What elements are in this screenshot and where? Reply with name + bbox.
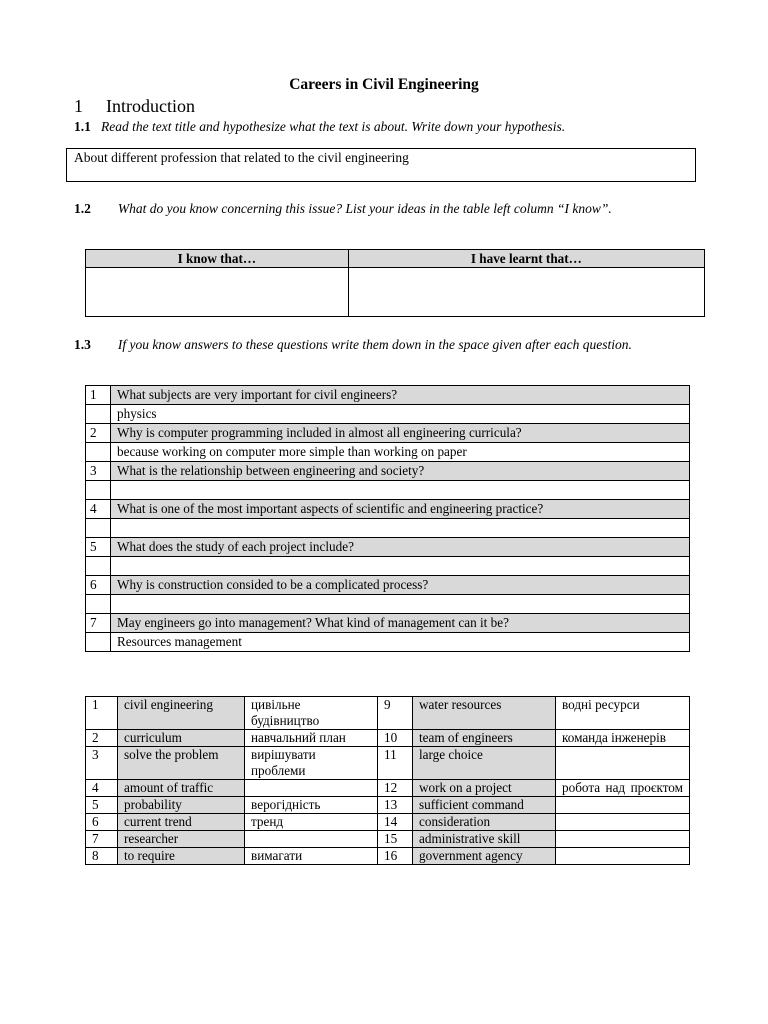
vocab-number: 8 [86,848,118,865]
questions-table [85,385,690,652]
vocab-english: civil engineering [118,697,245,730]
task-number: 1.3 [74,337,91,352]
section-heading [74,96,195,117]
vocab-english: current trend [118,814,245,831]
question-row [86,538,690,557]
question-number: 6 [86,576,111,595]
question-number: 2 [86,424,111,443]
section-title: Introduction [106,96,195,116]
task-1-2 [74,200,674,217]
vocab-number: 7 [86,831,118,848]
vocab-english: sufficient command [413,797,556,814]
vocab-row [86,730,690,747]
learnt-cell[interactable] [348,268,704,317]
learnt-column-header: I have learnt that… [348,250,704,268]
vocab-translation[interactable] [556,797,690,814]
question-row [86,576,690,595]
know-cell[interactable] [86,268,349,317]
answer-row [86,443,690,462]
vocab-number: 5 [86,797,118,814]
vocab-translation[interactable]: цивільне будівництво [245,697,378,730]
vocab-translation[interactable]: робота над проєктом [556,780,690,797]
question-row [86,614,690,633]
vocab-english: amount of traffic [118,780,245,797]
vocab-number: 13 [378,797,413,814]
answer-row [86,519,690,538]
vocab-row [86,814,690,831]
task-number: 1.1 [74,119,91,134]
vocab-number: 14 [378,814,413,831]
vocab-number: 11 [378,747,413,780]
answer-number-cell [86,443,111,462]
vocab-english: government agency [413,848,556,865]
vocab-number: 4 [86,780,118,797]
vocab-translation[interactable]: тренд [245,814,378,831]
answer-text[interactable] [111,595,690,614]
answer-text[interactable] [111,519,690,538]
vocabulary-table [85,696,690,865]
question-text: What does the study of each project include? [111,538,690,557]
vocab-english: solve the problem [118,747,245,780]
answer-number-cell [86,595,111,614]
answer-row [86,633,690,652]
answer-text[interactable]: because working on computer more simple than working on paper [111,443,690,462]
vocab-translation[interactable] [245,831,378,848]
vocab-english: large choice [413,747,556,780]
vocab-translation[interactable]: команда інженерів [556,730,690,747]
task-text: Read the text title and hypothesize what the text is about. Write down your hypothesis. [101,119,566,134]
vocab-translation[interactable]: вимагати [245,848,378,865]
question-text: Why is computer programming included in almost all engineering curricula? [111,424,690,443]
question-text: May engineers go into management? What kind of management can it be? [111,614,690,633]
know-column-header: I know that… [86,250,349,268]
question-text: What is the relationship between engineering and society? [111,462,690,481]
vocab-number: 6 [86,814,118,831]
vocab-row [86,797,690,814]
vocab-translation[interactable] [556,747,690,780]
task-1-1 [74,118,565,135]
question-row [86,462,690,481]
hypothesis-box[interactable]: About different profession that related to the civil engineering [66,148,696,182]
vocab-number: 16 [378,848,413,865]
answer-number-cell [86,481,111,500]
question-number: 5 [86,538,111,557]
question-number: 4 [86,500,111,519]
vocab-number: 12 [378,780,413,797]
vocab-english: probability [118,797,245,814]
answer-row [86,405,690,424]
vocab-number: 2 [86,730,118,747]
vocab-row [86,747,690,780]
answer-row [86,557,690,576]
vocab-english: administrative skill [413,831,556,848]
vocab-english: researcher [118,831,245,848]
answer-number-cell [86,633,111,652]
question-number: 1 [86,386,111,405]
vocab-row [86,780,690,797]
vocab-translation[interactable]: вeрогідність [245,797,378,814]
vocab-english: curriculum [118,730,245,747]
vocab-number: 10 [378,730,413,747]
question-text: What is one of the most important aspects of scientific and engineering practice? [111,500,690,519]
vocab-english: to require [118,848,245,865]
vocab-number: 9 [378,697,413,730]
answer-row [86,595,690,614]
know-learnt-table [85,249,705,317]
answer-text[interactable] [111,557,690,576]
vocab-english: water resources [413,697,556,730]
answer-text[interactable]: physics [111,405,690,424]
section-number: 1 [74,96,83,116]
vocab-translation[interactable] [556,831,690,848]
vocab-english: consideration [413,814,556,831]
vocab-row [86,697,690,730]
answer-text[interactable] [111,481,690,500]
vocab-translation[interactable]: навчальний план [245,730,378,747]
answer-text[interactable]: Resources management [111,633,690,652]
answer-number-cell [86,405,111,424]
question-text: What subjects are very important for civil engineers? [111,386,690,405]
vocab-row [86,848,690,865]
vocab-row [86,831,690,848]
question-row [86,424,690,443]
task-text: What do you know concerning this issue? List your ideas in the table left column “I know”. [117,201,612,216]
question-text: Why is construction consided to be a complicated process? [111,576,690,595]
vocab-translation[interactable] [245,780,378,797]
vocab-number: 1 [86,697,118,730]
answer-number-cell [86,557,111,576]
vocab-translation[interactable] [556,814,690,831]
question-row [86,386,690,405]
vocab-english: team of engineers [413,730,556,747]
vocab-number: 15 [378,831,413,848]
answer-row [86,481,690,500]
vocab-translation[interactable] [556,848,690,865]
question-number: 7 [86,614,111,633]
task-text: If you know answers to these questions write them down in the space given after each question. [117,337,632,352]
task-1-3 [74,336,674,353]
answer-number-cell [86,519,111,538]
question-number: 3 [86,462,111,481]
question-row [86,500,690,519]
vocab-number: 3 [86,747,118,780]
document-title: Careers in Civil Engineering [289,76,479,93]
task-number: 1.2 [74,201,91,216]
vocab-translation[interactable]: вирішувати проблеми [245,747,378,780]
vocab-english: work on a project [413,780,556,797]
vocab-translation[interactable]: водні ресурси [556,697,690,730]
